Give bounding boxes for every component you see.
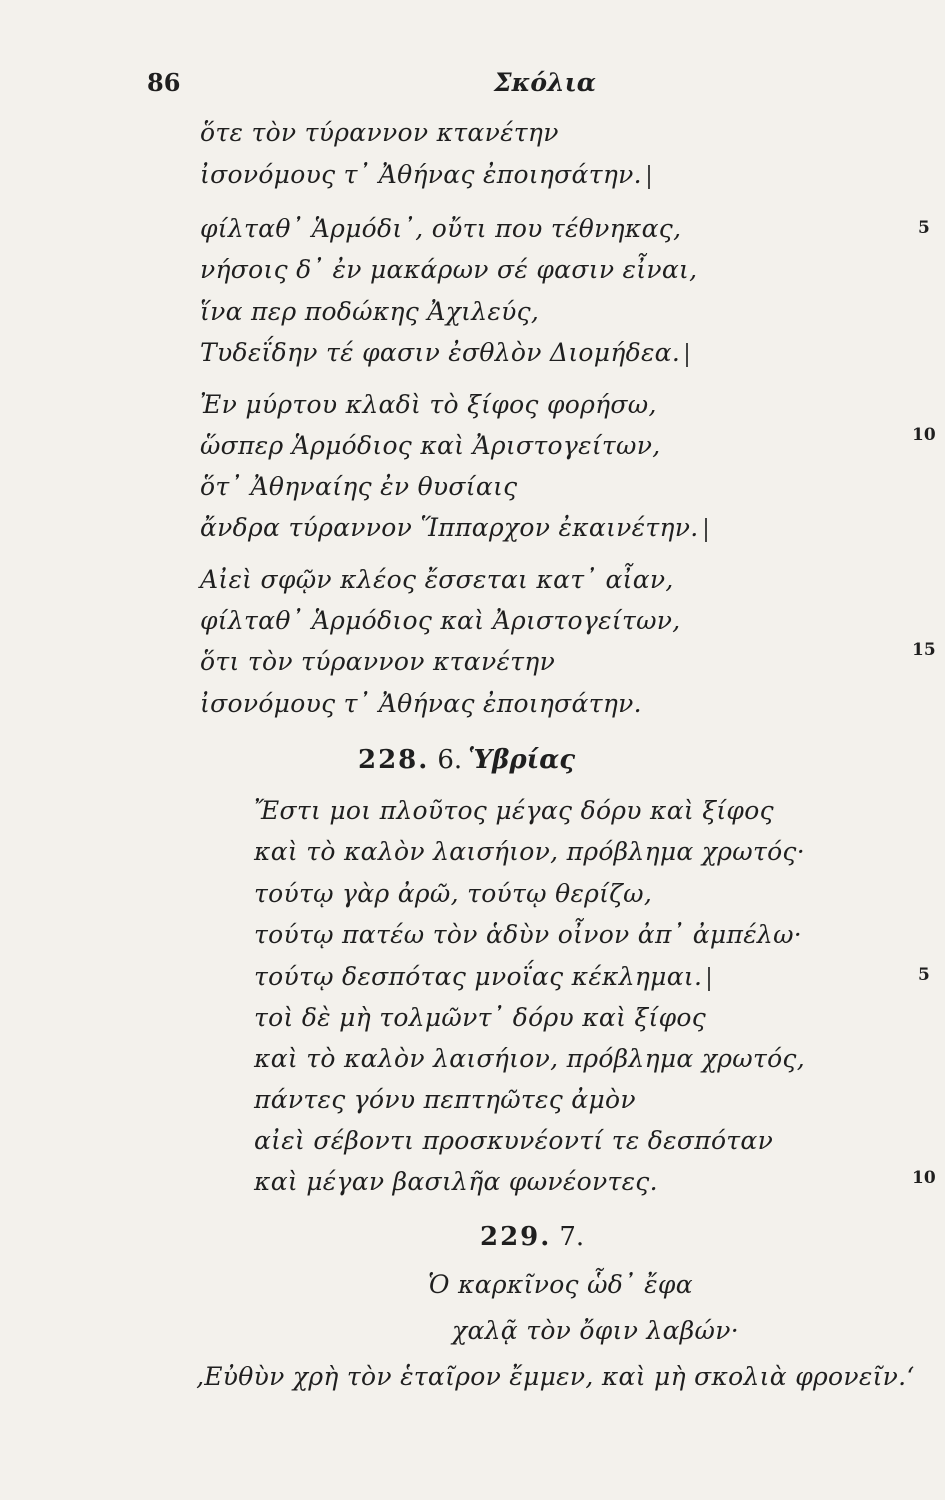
verse-line: τοὶ δὲ μὴ τολμῶντ᾽ δόρυ καὶ ξίφος — [254, 1003, 707, 1032]
verse-line: ὅτε τὸν τύραννον κτανέτην — [200, 118, 559, 147]
section-title: Ὑβρίας — [468, 745, 576, 775]
verse-separator — [648, 165, 650, 189]
verse-line: ὅτι τὸν τύραννον κτανέτην — [200, 647, 556, 676]
verse-line: Ὁ καρκῖνος ὧδ᾽ ἔφα — [428, 1270, 693, 1299]
line-number: 5 — [918, 218, 930, 238]
verse-line: τούτῳ πατέω τὸν ἁδὺν οἶνον ἀπ᾽ ἀμπέλω· — [254, 920, 802, 949]
verse-line: χαλᾷ τὸν ὄφιν λαβών· — [452, 1316, 739, 1345]
verse-line: τούτῳ γὰρ ἀρῶ, τούτῳ θερίζω, — [254, 879, 653, 908]
line-number: 15 — [912, 640, 936, 660]
section-subnumber: 7. — [559, 1222, 585, 1252]
verse-line: πάντες γόνυ πεπτηῶτες ἀμὸν — [254, 1085, 636, 1114]
verse-line: Αἰεὶ σφῷν κλέος ἔσσεται κατ᾽ αἶαν, — [200, 565, 674, 594]
verse-line: ἄνδρα τύραννον Ἵππαρχον ἐκαινέτην. — [200, 513, 707, 542]
running-title: Σκόλια — [494, 68, 596, 97]
verse-line: καὶ μέγαν βασιλῆα φωνέοντες. — [254, 1167, 658, 1196]
page-number: 86 — [147, 68, 181, 97]
line-number: 5 — [918, 965, 930, 985]
verse-line: αἰεὶ σέβοντι προσκυνέοντί τε δεσπόταν — [254, 1126, 774, 1155]
verse-line: ὅτ᾽ Ἀθηναίης ἐν θυσίαις — [200, 472, 518, 501]
verse-line: ὥσπερ Ἁρμόδιος καὶ Ἀριστογείτων, — [200, 431, 661, 460]
verse-line: νήσοις δ᾽ ἐν μακάρων σέ φασιν εἶναι, — [200, 255, 698, 284]
verse-line: τούτῳ δεσπότας μνοΐας κέκλημαι. — [254, 962, 710, 991]
verse-separator — [708, 967, 710, 991]
verse-line: καὶ τὸ καλὸν λαισήιον, πρόβλημα χρωτός· — [254, 837, 805, 866]
verse-line: ἵνα περ ποδώκης Ἀχιλεύς, — [200, 297, 540, 326]
verse-line: ἰσονόμους τ᾽ Ἀθήνας ἐποιησάτην. — [200, 160, 650, 189]
verse-line: Ἔστι μοι πλοῦτος μέγας δόρυ καὶ ξίφος — [254, 796, 774, 825]
verse-line: καὶ τὸ καλὸν λαισήιον, πρόβλημα χρωτός, — [254, 1044, 805, 1073]
verse-line: ‚Εὐθὺν χρὴ τὸν ἑταῖρον ἔμμεν, καὶ μὴ σκολιὰ φρονεῖν.‘ — [196, 1362, 915, 1391]
verse-separator — [705, 518, 707, 542]
section-heading — [480, 1222, 584, 1252]
section-heading — [358, 745, 575, 775]
line-number: 10 — [912, 1168, 936, 1188]
section-number: 229. — [480, 1222, 552, 1252]
section-subnumber: 6. — [437, 745, 463, 775]
verse-line: ἰσονόμους τ᾽ Ἀθήνας ἐποιησάτην. — [200, 689, 642, 718]
verse-line: φίλταθ᾽ Ἁρμόδι᾽, οὔτι που τέθνηκας, — [200, 214, 682, 243]
verse-line: Τυδεΐδην τέ φασιν ἐσθλὸν Διομήδεα. — [200, 338, 688, 367]
section-number: 228. — [358, 745, 430, 775]
verse-separator — [686, 343, 688, 367]
line-number: 10 — [912, 425, 936, 445]
verse-line: Ἐν μύρτου κλαδὶ τὸ ξίφος φορήσω, — [200, 390, 657, 419]
verse-line: φίλταθ᾽ Ἁρμόδιος καὶ Ἀριστογείτων, — [200, 606, 681, 635]
